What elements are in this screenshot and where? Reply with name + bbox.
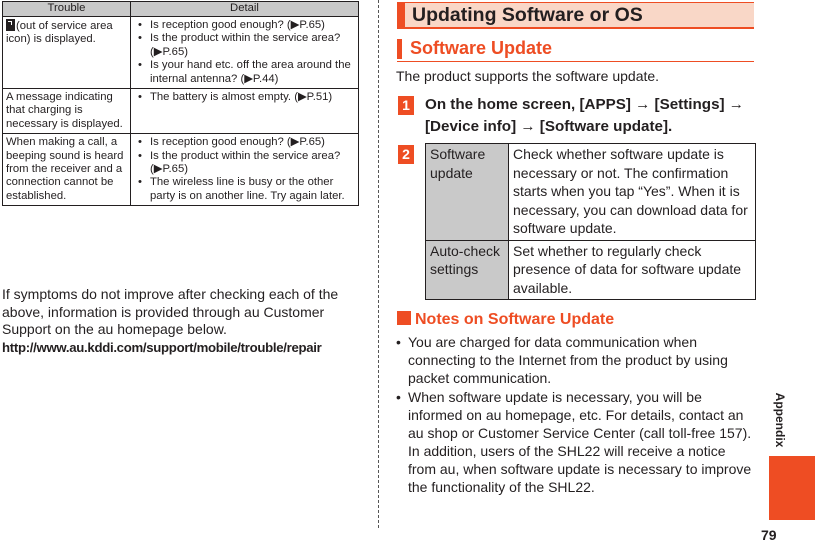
- trouble-column-header: Trouble: [3, 2, 131, 17]
- support-url-link[interactable]: http://www.au.kddi.com/support/mobile/trouble/repair: [2, 339, 322, 355]
- no-service-icon: [6, 19, 15, 31]
- notes-title: [397, 311, 614, 329]
- table-row: [426, 240, 756, 300]
- detail-cell: [131, 89, 359, 134]
- setting-name: Software update: [426, 144, 509, 241]
- trouble-text: (out of service area icon) is displayed.: [6, 20, 113, 46]
- table-row: [3, 134, 359, 206]
- subsection-title-text: Software Update: [410, 38, 553, 58]
- intro-text: The product supports the software update.: [396, 68, 660, 84]
- appendix-side-label: [770, 390, 790, 450]
- list-item: • When software update is necessary, you will be informed on au homepage, etc. For details, contact an au shop or Customer Service Center (call toll-free 157). In addition, users of the SHL22 will receive a notice from au, when software update is necessary to improve the functionality of the SHL22.: [395, 388, 757, 496]
- trouble-table: [2, 1, 359, 206]
- page-number: 79: [761, 527, 777, 543]
- list-item: • Is reception good enough? (▶P.65): [134, 136, 355, 149]
- setting-description: Set whether to regularly check presence of data for software update available.: [509, 240, 756, 300]
- after-table-text: [2, 286, 362, 356]
- detail-cell: [131, 134, 359, 206]
- detail-list: [134, 91, 355, 104]
- step-2-number: 2: [398, 145, 414, 164]
- trouble-table-header: [3, 2, 359, 17]
- list-item: • You are charged for data communication when connecting to the Internet from the product by using packet communication.: [395, 333, 757, 387]
- trouble-cell: A message indicating that charging is necessary is displayed.: [3, 89, 131, 134]
- setting-description: Check whether software update is necessary or not. The confirmation starts when you tap “Yes”. When it is necessary, you can download data for software update.: [509, 144, 756, 241]
- subsection-title: [397, 38, 754, 62]
- list-item: • The battery is almost empty. (▶P.51): [134, 91, 355, 104]
- table-row: [426, 144, 756, 241]
- detail-column-header: Detail: [131, 2, 359, 17]
- list-item: • Is the product within the service area? (▶P.65): [134, 32, 355, 59]
- column-divider: [378, 0, 379, 528]
- detail-cell: [131, 17, 359, 89]
- list-item: • Is the product within the service area? (▶P.65): [134, 150, 355, 177]
- list-item: • Is your hand etc. off the area around the internal antenna? (▶P.44): [134, 59, 355, 86]
- subsection-title-bar: [397, 39, 402, 59]
- detail-list: [134, 19, 355, 86]
- notes-list: [395, 333, 757, 497]
- support-paragraph: If symptoms do not improve after checking each of the above, information is provided through au Customer Support on the au homepage below.: [2, 286, 339, 337]
- list-item: • Is reception good enough? (▶P.65): [134, 19, 355, 32]
- section-title-bar: [397, 3, 405, 27]
- section-title: [397, 2, 754, 29]
- trouble-cell: [3, 17, 131, 89]
- step-1-number: 1: [398, 96, 414, 115]
- step-1-text: On the home screen, [APPS] → [Settings] → [Device info] → [Software update].: [425, 96, 744, 135]
- notes-title-text: Notes on Software Update: [415, 311, 615, 328]
- table-row: [3, 17, 359, 89]
- setting-name: Auto-check settings: [426, 240, 509, 300]
- appendix-side-tab: [769, 456, 815, 520]
- square-bullet-icon: [397, 311, 411, 325]
- section-title-text: Updating Software or OS: [412, 4, 643, 26]
- settings-table: [425, 143, 756, 300]
- list-item: • The wireless line is busy or the other party is on another line. Try again later.: [134, 176, 355, 203]
- appendix-label-text: Appendix: [773, 392, 787, 448]
- trouble-cell: When making a call, a beeping sound is heard from the receiver and a connection cannot be established.: [3, 134, 131, 206]
- detail-list: [134, 136, 355, 203]
- table-row: [3, 89, 359, 134]
